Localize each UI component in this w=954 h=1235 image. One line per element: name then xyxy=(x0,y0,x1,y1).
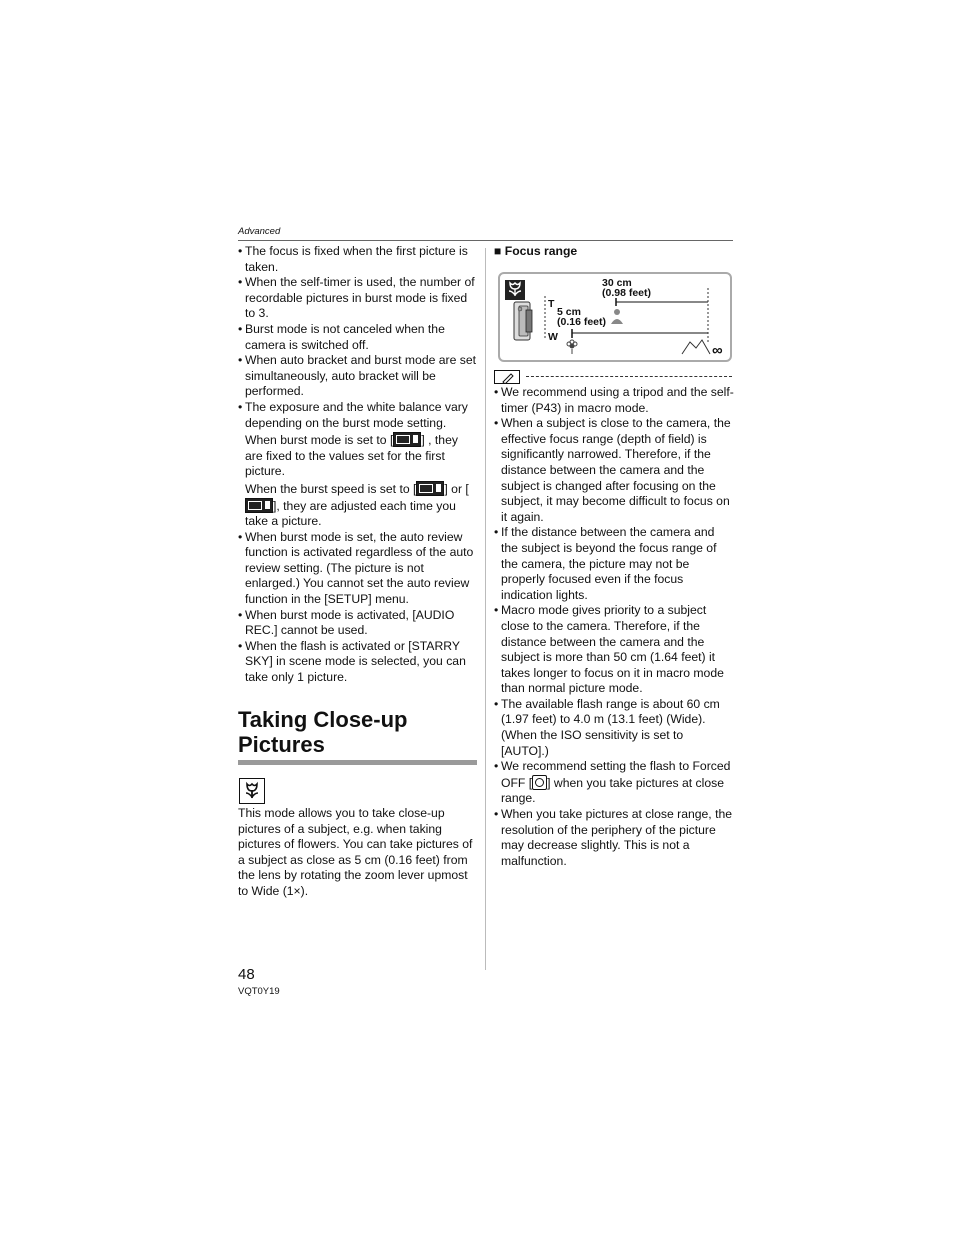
burst-high-speed-icon xyxy=(416,481,444,496)
macro-mode-icon xyxy=(239,778,265,804)
right-column-header xyxy=(494,244,734,260)
burst-note-1-text-end: ] , they are fixed to the values set for the first picture. xyxy=(245,433,458,479)
note-divider xyxy=(526,376,732,377)
burst-mode-icon xyxy=(393,432,421,447)
burst-note-2-text: When the burst speed is set to [ xyxy=(245,481,417,496)
list-item: • When burst mode is activated, [AUDIO REC.] cannot be used. xyxy=(238,608,478,639)
left-column xyxy=(238,244,478,686)
list-item: • Macro mode gives priority to a subject close to the camera. Therefore, if the distance between the camera and the subject is more than 50 cm (1.64 feet) it takes longer to focus on it in macro mode than normal picture mode. xyxy=(494,603,734,697)
burst-note-1-text: When burst mode is set to [ xyxy=(245,433,394,448)
list-item: • The focus is fixed when the first picture is taken. xyxy=(238,244,478,275)
list-item: • When a subject is close to the camera, the effective focus range (depth of field) is significantly narrowed. Therefore, if the distance between the camera and the subject is changed after focusing on the subject, it may become difficult to focus on it again. xyxy=(494,416,734,525)
burst-low-speed-icon xyxy=(245,498,273,513)
flower-icon xyxy=(567,340,577,354)
focus-range-diagram xyxy=(498,272,732,362)
flash-note-text-end: ] when you take pictures at close range. xyxy=(501,775,724,806)
list-item: • When burst mode is set, the auto review function is activated regardless of the auto review setting. (The picture is not enlarged.) You cannot set the auto review function in the [SETUP] menu. xyxy=(238,530,478,608)
macro-flower-icon xyxy=(240,779,264,803)
wide-distance: 5 cm xyxy=(557,306,581,318)
wide-distance-ft: (0.16 feet) xyxy=(557,316,607,328)
list-item: • When you take pictures at close range, the resolution of the periphery of the picture may decrease slightly. This is not a malfunction. xyxy=(494,807,734,869)
memo-icon xyxy=(494,370,520,384)
list-item: • The available flash range is about 60 cm (1.97 feet) to 4.0 m (13.1 feet) (Wide). (When the ISO sensitivity is set to [AUTO].) xyxy=(494,697,734,759)
camera-icon xyxy=(514,302,532,340)
notes-list xyxy=(494,385,734,869)
list-item: • When the self-timer is used, the number of recordable pictures in burst mode is fixed to 3. xyxy=(238,275,478,322)
list-item xyxy=(494,759,734,807)
focus-range-svg xyxy=(500,274,730,360)
list-item: • Burst mode is not canceled when the camera is switched off. xyxy=(238,322,478,353)
heading-line-1: Taking Close-up xyxy=(238,707,408,732)
page-number: 48 xyxy=(238,966,255,983)
burst-bullets-2 xyxy=(238,530,478,686)
list-item: • If the distance between the camera and the subject is beyond the focus range of the camera, the picture may not be properly focused even if the focus indication lights. xyxy=(494,525,734,603)
square-bullet-icon: ■ xyxy=(494,244,505,258)
burst-note-2 xyxy=(238,481,478,530)
list-item: • We recommend using a tripod and the self-timer (P43) in macro mode. xyxy=(494,385,734,416)
intro-paragraph: This mode allows you to take close-up pictures of a subject, e.g. when taking pictures of flowers. You can take pictures of a subject as close as 5 cm (0.16 feet) from the lens by rotating the zoom lever upmost to Wide (1×). xyxy=(238,806,473,898)
tele-distance: 30 cm xyxy=(602,277,632,289)
list-item: • When auto bracket and burst mode are set simultaneously, auto bracket will be performed. xyxy=(238,353,478,400)
burst-note-2-text-end: ], they are adjusted each time you take a picture. xyxy=(245,498,456,529)
tele-distance-ft: (0.98 feet) xyxy=(602,287,652,299)
focus-range-title xyxy=(494,244,734,260)
heading-rule xyxy=(238,760,477,765)
header-rule xyxy=(238,240,733,241)
person-icon xyxy=(611,309,623,324)
infinity-symbol: ∞ xyxy=(712,342,723,359)
model-code: VQT0Y19 xyxy=(238,986,280,997)
list-item: • The exposure and the white balance vary depending on the burst mode setting. xyxy=(238,400,478,431)
burst-note-1 xyxy=(238,432,478,480)
tele-label: T xyxy=(548,298,555,310)
heading-line-2: Pictures xyxy=(238,731,325,757)
flash-note-text: We recommend setting the flash to Forced OFF [ xyxy=(501,759,731,790)
burst-bullets xyxy=(238,244,478,431)
column-divider xyxy=(485,248,486,970)
list-item: • When the flash is activated or [STARRY SKY] in scene mode is selected, you can take only 1 picture. xyxy=(238,639,478,686)
focus-range-title-text: Focus range xyxy=(504,244,578,258)
wide-label: W xyxy=(548,331,558,343)
section-label: Advanced xyxy=(238,226,281,237)
burst-note-2-text-mid: ] or [ xyxy=(444,481,469,496)
mountain-icon xyxy=(682,340,710,354)
flash-forced-off-icon xyxy=(532,775,547,790)
note-header xyxy=(494,370,734,384)
section-heading xyxy=(238,708,478,757)
